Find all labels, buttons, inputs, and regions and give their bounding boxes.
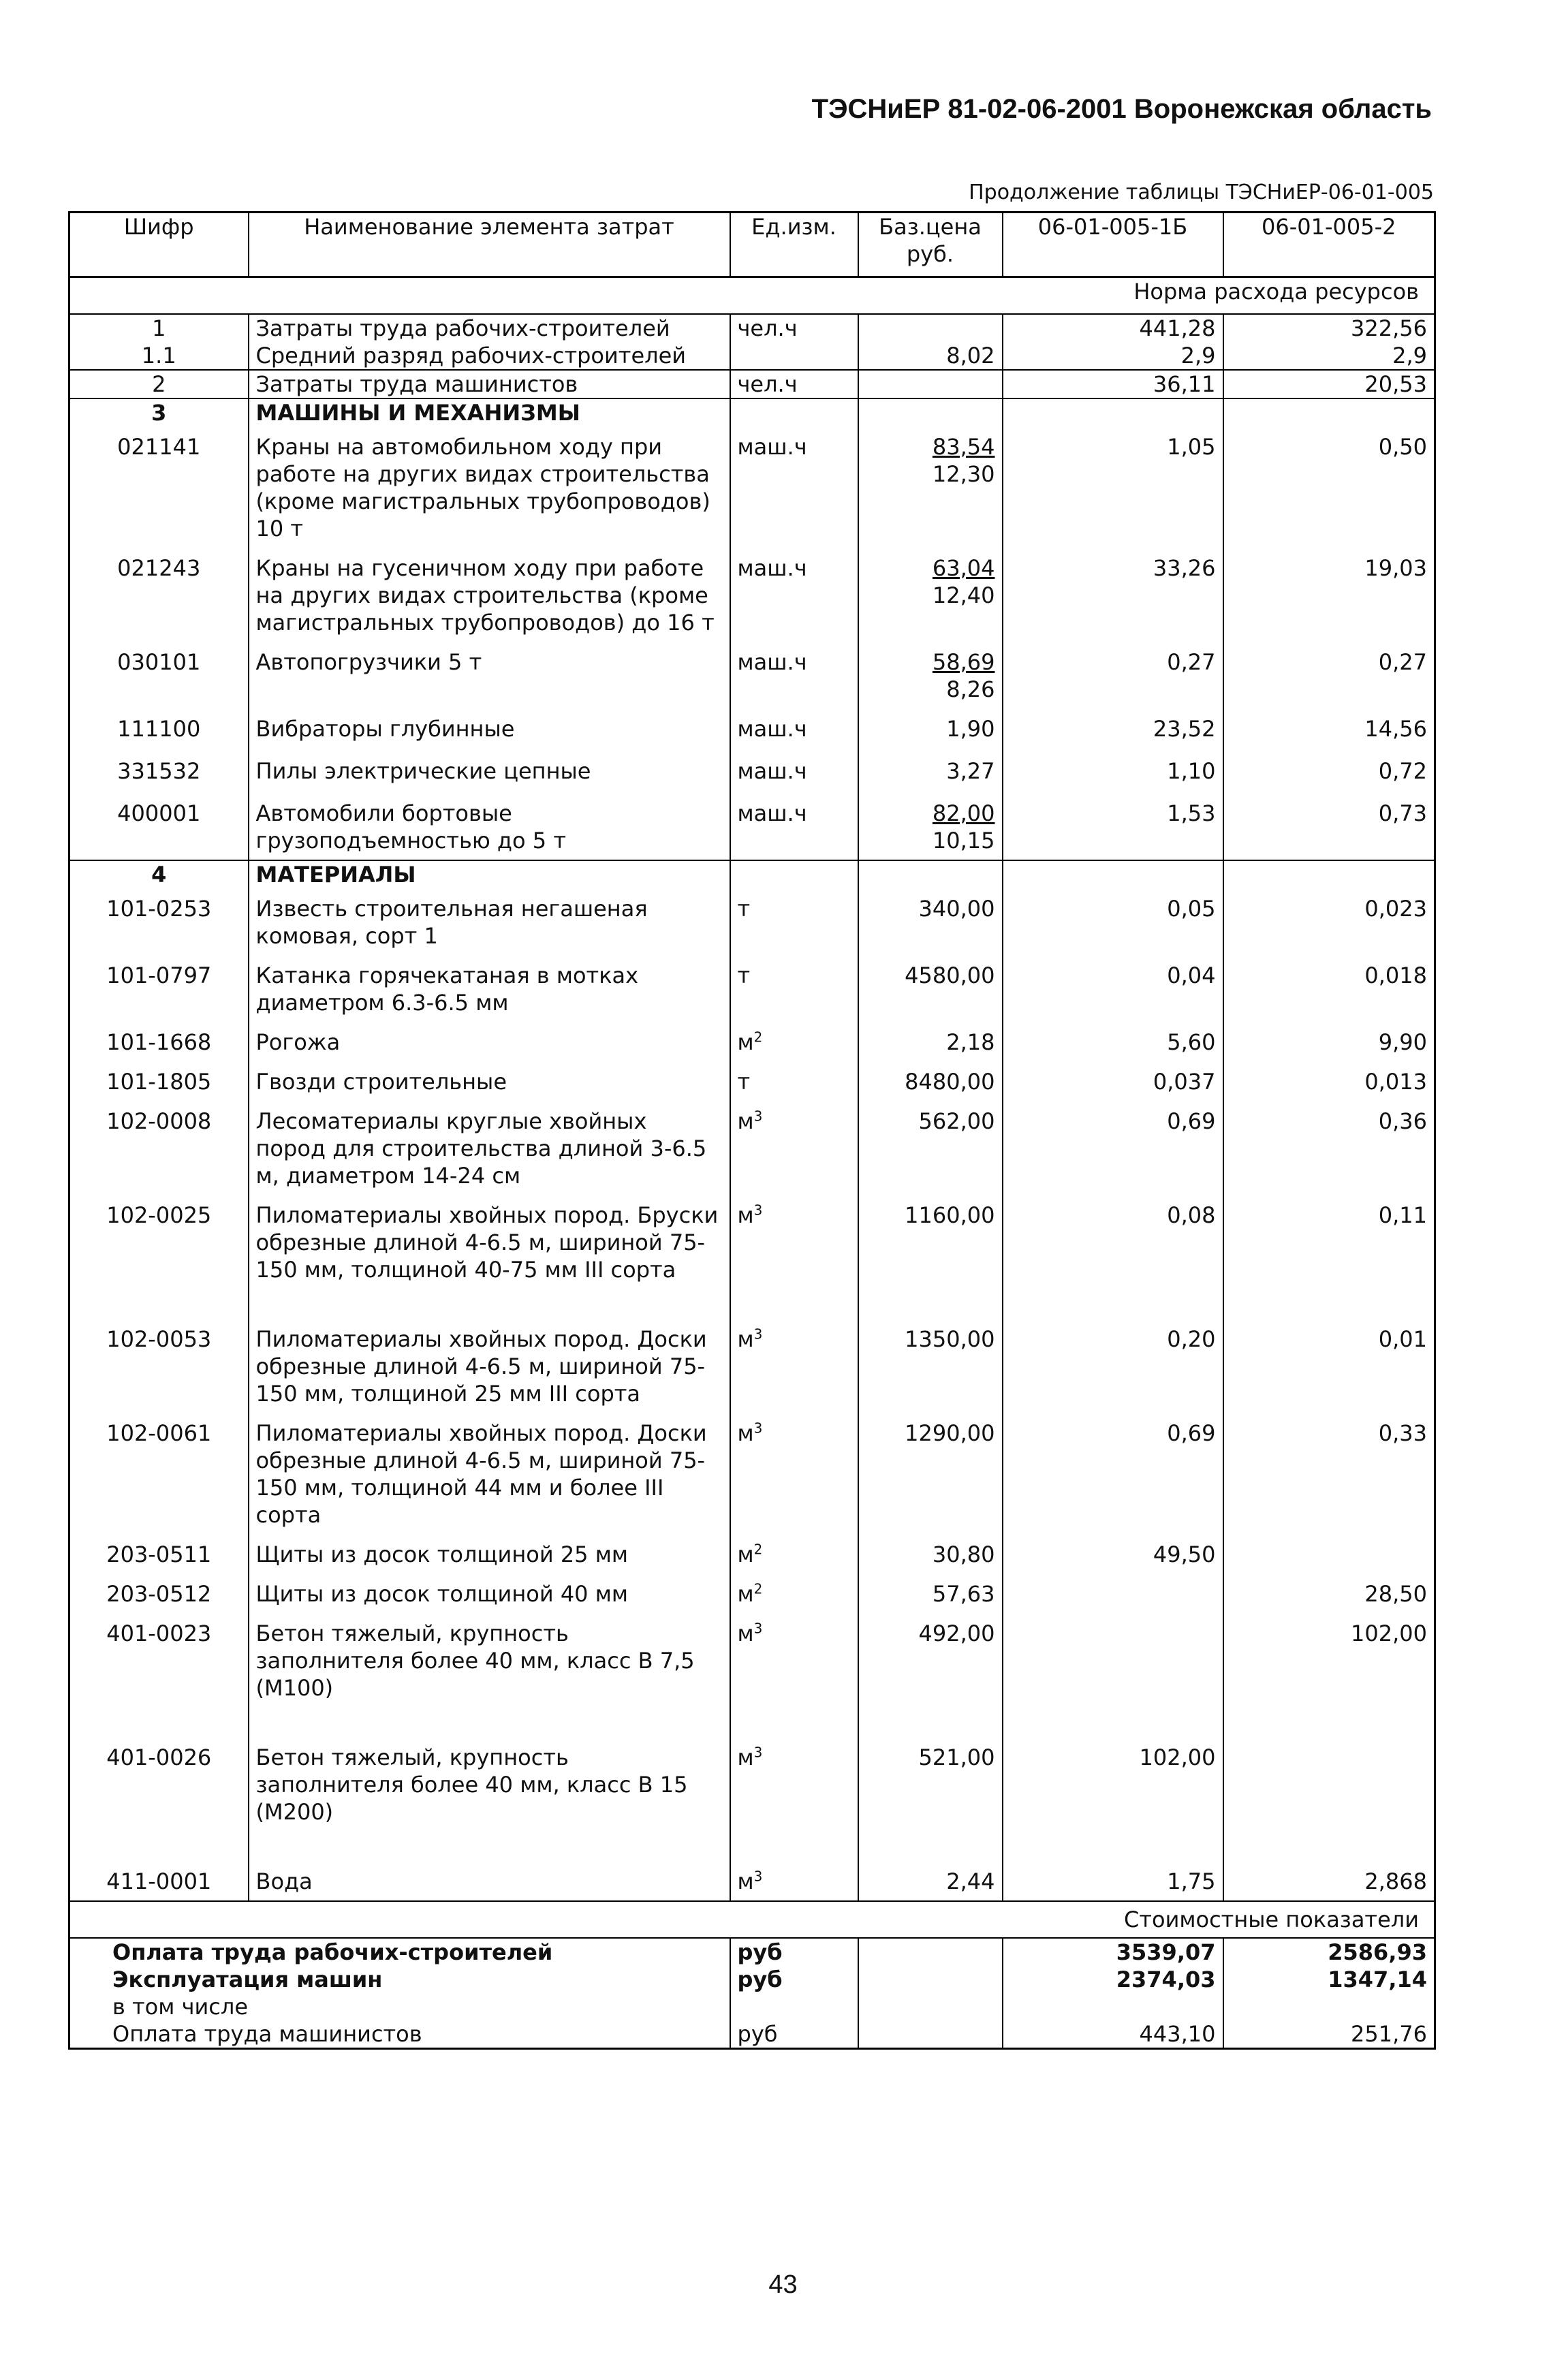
totals-name: Оплата труда рабочих-строителей	[69, 1938, 730, 1966]
resource-name: Щиты из досок толщиной 40 мм	[249, 1573, 730, 1613]
totals-row	[69, 1993, 1435, 2020]
unit-exponent: 3	[753, 1868, 763, 1885]
norm-value-2: 9,90	[1223, 1022, 1435, 1061]
column-header: Ед.изм.	[730, 213, 858, 277]
empty-cell	[858, 1993, 1003, 2020]
resource-name: Пиломатериалы хвойных пород. Доски обрезные длиной 4-6.5 м, шириной 75-150 мм, толщиной 44 мм и более III сорта	[249, 1413, 730, 1534]
resource-code: 102-0008	[69, 1101, 249, 1195]
unit	[730, 793, 858, 860]
material-row	[69, 1022, 1435, 1061]
norm-value-1b: 102,00	[1003, 1737, 1223, 1861]
machine-row	[69, 548, 1435, 642]
resource-name: Вибраторы глубинные	[249, 708, 730, 751]
norm-value-1b: 441,28	[1003, 314, 1223, 342]
unit	[730, 426, 858, 548]
unit	[730, 1413, 858, 1534]
totals-row	[69, 1966, 1435, 1993]
empty-cell	[1003, 860, 1223, 888]
material-row	[69, 1613, 1435, 1737]
unit	[730, 342, 858, 370]
resource-code: 203-0511	[69, 1534, 249, 1573]
unit-text: м	[737, 1108, 754, 1134]
cost-label-row	[69, 1901, 1435, 1938]
empty-cell	[858, 1966, 1003, 1993]
totals-name: Оплата труда машинистов	[69, 2020, 730, 2049]
base-price	[858, 426, 1003, 548]
base-price: 1160,00	[858, 1195, 1003, 1319]
machine-row	[69, 708, 1435, 751]
base-price: 340,00	[858, 888, 1003, 955]
resource-name: Катанка горячекатаная в мотках диаметром 6.3-6.5 мм	[249, 955, 730, 1022]
unit-text: м	[737, 1420, 754, 1446]
base-price: 8480,00	[858, 1061, 1003, 1101]
totals-unit	[730, 1993, 858, 2020]
unit	[730, 1061, 858, 1101]
material-row	[69, 1861, 1435, 1901]
norm-value-1b: 0,05	[1003, 888, 1223, 955]
unit-text: маш.ч	[737, 758, 807, 784]
resource-name: Бетон тяжелый, крупность заполнителя более 40 мм, класс В 7,5 (М100)	[249, 1613, 730, 1737]
norm-value-1b	[1003, 1573, 1223, 1613]
unit	[730, 1737, 858, 1861]
unit	[730, 751, 858, 793]
empty-cell	[858, 860, 1003, 888]
norm-value-1b: 0,20	[1003, 1319, 1223, 1413]
resource-name: Краны на гусеничном ходу при работе на других видах строительства (кроме магистральных трубопроводов) до 16 т	[249, 548, 730, 642]
base-price	[858, 793, 1003, 860]
totals-value-1b: 2374,03	[1003, 1966, 1223, 1993]
unit-text: м	[737, 1744, 754, 1770]
resource-code: 411-0001	[69, 1861, 249, 1901]
resource-name: Средний разряд рабочих-строителей	[249, 342, 730, 370]
unit	[730, 888, 858, 955]
unit-exponent: 2	[753, 1580, 763, 1597]
resource-code: 102-0025	[69, 1195, 249, 1319]
unit	[730, 1861, 858, 1901]
norm-value-1b: 49,50	[1003, 1534, 1223, 1573]
unit-text: м	[737, 1029, 754, 1055]
price-total: 83,54	[932, 434, 995, 460]
price-total: 1,90	[946, 716, 995, 742]
column-header: Баз.цена руб.	[858, 213, 1003, 277]
resource-code: 102-0061	[69, 1413, 249, 1534]
price-wage: 10,15	[932, 828, 995, 854]
price-total: 63,04	[932, 555, 995, 581]
unit-text: чел.ч	[737, 315, 798, 341]
resource-code: 400001	[69, 793, 249, 860]
unit	[730, 955, 858, 1022]
machine-row	[69, 793, 1435, 860]
base-price	[858, 642, 1003, 708]
empty-cell	[858, 2020, 1003, 2049]
resource-name: Бетон тяжелый, крупность заполнителя более 40 мм, класс В 15 (М200)	[249, 1737, 730, 1861]
resource-name: Пилы электрические цепные	[249, 751, 730, 793]
price-wage: 8,26	[946, 676, 995, 702]
unit	[730, 548, 858, 642]
resource-name: Пиломатериалы хвойных пород. Бруски обрезные длиной 4-6.5 м, шириной 75-150 мм, толщиной 40-75 мм III сорта	[249, 1195, 730, 1319]
document-header: ТЭСНиЕР 81-02-06-2001 Воронежская область	[811, 94, 1432, 124]
totals-unit: руб	[730, 2020, 858, 2049]
unit-text: маш.ч	[737, 555, 807, 581]
empty-cell	[730, 398, 858, 426]
unit-exponent: 3	[753, 1620, 763, 1637]
norm-value-1b: 2,9	[1003, 342, 1223, 370]
unit-text: маш.ч	[737, 716, 807, 742]
page-number: 43	[768, 2270, 798, 2299]
unit-text: м	[737, 1581, 754, 1607]
norm-value-1b: 5,60	[1003, 1022, 1223, 1061]
resource-code: 101-0253	[69, 888, 249, 955]
column-header: 06-01-005-1Б	[1003, 213, 1223, 277]
norm-value-2: 19,03	[1223, 548, 1435, 642]
resource-code: 401-0023	[69, 1613, 249, 1737]
resource-code: 203-0512	[69, 1573, 249, 1613]
table-body	[69, 213, 1435, 2049]
material-row	[69, 1101, 1435, 1195]
unit	[730, 1613, 858, 1737]
unit-text: чел.ч	[737, 371, 798, 397]
norm-value-1b: 0,27	[1003, 642, 1223, 708]
machine-row	[69, 751, 1435, 793]
totals-row	[69, 1938, 1435, 1966]
material-row	[69, 1534, 1435, 1573]
material-row	[69, 1061, 1435, 1101]
price-pair	[933, 800, 995, 854]
base-price: 1350,00	[858, 1319, 1003, 1413]
totals-name: Эксплуатация машин	[69, 1966, 730, 1993]
totals-value-1b: 443,10	[1003, 2020, 1223, 2049]
labor-row	[69, 342, 1435, 370]
unit-text: м	[737, 1326, 754, 1352]
material-row	[69, 1413, 1435, 1534]
labor-row	[69, 314, 1435, 342]
unit-exponent: 3	[753, 1420, 763, 1437]
price-wage: 12,30	[932, 461, 995, 487]
resource-code: 111100	[69, 708, 249, 751]
unit-text: маш.ч	[737, 800, 807, 826]
material-row	[69, 1319, 1435, 1413]
group-number: 4	[69, 860, 249, 888]
unit-text: м	[737, 1868, 754, 1894]
base-price: 492,00	[858, 1613, 1003, 1737]
resource-name: Вода	[249, 1861, 730, 1901]
empty-cell	[1223, 398, 1435, 426]
unit	[730, 1573, 858, 1613]
price-pair	[946, 757, 995, 785]
totals-value-1b: 3539,07	[1003, 1938, 1223, 1966]
norm-value-1b: 0,69	[1003, 1413, 1223, 1534]
base-price: 30,80	[858, 1534, 1003, 1573]
unit	[730, 708, 858, 751]
norm-value-2: 0,11	[1223, 1195, 1435, 1319]
norm-value-1b: 0,04	[1003, 955, 1223, 1022]
norm-value-2: 28,50	[1223, 1573, 1435, 1613]
cost-label: Стоимостные показатели	[69, 1901, 1435, 1938]
column-header: 06-01-005-2	[1223, 213, 1435, 277]
resource-code: 401-0026	[69, 1737, 249, 1861]
norm-value-2: 14,56	[1223, 708, 1435, 751]
norm-value-1b: 0,69	[1003, 1101, 1223, 1195]
price-pair	[933, 648, 995, 703]
resource-name: Лесоматериалы круглые хвойных пород для строительства длиной 3-6.5 м, диаметром 14-24 см	[249, 1101, 730, 1195]
totals-unit: руб	[730, 1938, 858, 1966]
norm-value-2: 0,023	[1223, 888, 1435, 955]
empty-cell	[858, 1938, 1003, 1966]
resource-name: Щиты из досок толщиной 25 мм	[249, 1534, 730, 1573]
base-price	[858, 548, 1003, 642]
unit-text: т	[737, 896, 751, 922]
norm-value-1b: 1,10	[1003, 751, 1223, 793]
unit	[730, 1319, 858, 1413]
resource-name: Автопогрузчики 5 т	[249, 642, 730, 708]
totals-name: в том числе	[69, 1993, 730, 2020]
machinists-row	[69, 370, 1435, 398]
header-row	[69, 213, 1435, 277]
material-row	[69, 888, 1435, 955]
resource-name: Гвозди строительные	[249, 1061, 730, 1101]
norm-value-1b: 1,53	[1003, 793, 1223, 860]
unit-text: маш.ч	[737, 434, 807, 460]
totals-value-2: 251,76	[1223, 2020, 1435, 2049]
unit-exponent: 2	[753, 1541, 763, 1558]
resource-name: Пиломатериалы хвойных пород. Доски обрезные длиной 4-6.5 м, шириной 75-150 мм, толщиной 25 мм III сорта	[249, 1319, 730, 1413]
norm-value-1b: 36,11	[1003, 370, 1223, 398]
norm-value-2: 0,50	[1223, 426, 1435, 548]
resource-code: 021243	[69, 548, 249, 642]
norm-value-2: 0,013	[1223, 1061, 1435, 1101]
resource-code: 101-0797	[69, 955, 249, 1022]
totals-value-2: 1347,14	[1223, 1966, 1435, 1993]
base-price: 2,18	[858, 1022, 1003, 1061]
norm-value-2: 2,868	[1223, 1861, 1435, 1901]
base-price	[858, 370, 1003, 398]
base-price: 1290,00	[858, 1413, 1003, 1534]
resource-code: 030101	[69, 642, 249, 708]
unit	[730, 1195, 858, 1319]
resource-code: 1.1	[69, 342, 249, 370]
totals-row	[69, 2020, 1435, 2049]
norm-label-row	[69, 277, 1435, 315]
machine-row	[69, 426, 1435, 548]
norm-value-1b: 0,037	[1003, 1061, 1223, 1101]
material-row	[69, 955, 1435, 1022]
norm-value-2: 0,33	[1223, 1413, 1435, 1534]
norm-value-2	[1223, 1737, 1435, 1861]
base-price: 521,00	[858, 1737, 1003, 1861]
norm-value-1b: 0,08	[1003, 1195, 1223, 1319]
resource-name: Рогожа	[249, 1022, 730, 1061]
unit	[730, 642, 858, 708]
base-price: 8,02	[858, 342, 1003, 370]
norm-value-2: 102,00	[1223, 1613, 1435, 1737]
base-price	[858, 708, 1003, 751]
norm-value-2: 2,9	[1223, 342, 1435, 370]
unit-exponent: 3	[753, 1202, 763, 1219]
norm-value-2: 0,27	[1223, 642, 1435, 708]
price-pair	[933, 554, 995, 609]
resource-code: 101-1668	[69, 1022, 249, 1061]
unit-text: маш.ч	[737, 649, 807, 675]
resource-code: 1	[69, 314, 249, 342]
norm-label: Норма расхода ресурсов	[69, 277, 1435, 315]
machines-group-header	[69, 398, 1435, 426]
empty-cell	[858, 398, 1003, 426]
price-total: 82,00	[932, 800, 995, 826]
totals-value-1b	[1003, 1993, 1223, 2020]
machine-row	[69, 642, 1435, 708]
unit-exponent: 3	[753, 1108, 763, 1125]
base-price: 4580,00	[858, 955, 1003, 1022]
material-row	[69, 1195, 1435, 1319]
totals-unit: руб	[730, 1966, 858, 1993]
unit-text: м	[737, 1620, 754, 1646]
resource-code: 102-0053	[69, 1319, 249, 1413]
norm-value-1b: 1,05	[1003, 426, 1223, 548]
norm-value-2: 20,53	[1223, 370, 1435, 398]
price-wage: 12,40	[932, 582, 995, 608]
norm-value-2: 0,72	[1223, 751, 1435, 793]
empty-cell	[730, 860, 858, 888]
material-row	[69, 1737, 1435, 1861]
group-title: МАШИНЫ И МЕХАНИЗМЫ	[249, 398, 730, 426]
price-pair	[933, 433, 995, 488]
base-price	[858, 751, 1003, 793]
norm-value-2	[1223, 1534, 1435, 1573]
unit	[730, 314, 858, 342]
resource-code: 021141	[69, 426, 249, 548]
unit-exponent: 3	[753, 1744, 763, 1761]
unit-text: т	[737, 962, 751, 988]
table-continuation-label: Продолжение таблицы ТЭСНиЕР-06-01-005	[969, 181, 1434, 204]
unit-exponent: 3	[753, 1326, 763, 1343]
unit	[730, 1101, 858, 1195]
unit-text: т	[737, 1069, 751, 1095]
price-total: 3,27	[946, 758, 995, 784]
norm-value-1b: 23,52	[1003, 708, 1223, 751]
materials-group-header	[69, 860, 1435, 888]
resource-norms-table	[68, 211, 1436, 2050]
resource-name: Затраты труда машинистов	[249, 370, 730, 398]
group-number: 3	[69, 398, 249, 426]
unit	[730, 370, 858, 398]
unit	[730, 1022, 858, 1061]
norm-value-2: 0,36	[1223, 1101, 1435, 1195]
unit-exponent: 2	[753, 1029, 763, 1046]
norm-value-2: 0,73	[1223, 793, 1435, 860]
resource-code: 2	[69, 370, 249, 398]
resource-name: Краны на автомобильном ходу при работе на других видах строительства (кроме магистральных трубопроводов) 10 т	[249, 426, 730, 548]
resource-name: Автомобили бортовые грузоподъемностью до 5 т	[249, 793, 730, 860]
unit-text: м	[737, 1541, 754, 1567]
norm-value-2: 322,56	[1223, 314, 1435, 342]
unit	[730, 1534, 858, 1573]
resource-name: Известь строительная негашеная комовая, сорт 1	[249, 888, 730, 955]
norm-value-2: 0,018	[1223, 955, 1435, 1022]
base-price: 2,44	[858, 1861, 1003, 1901]
base-price: 562,00	[858, 1101, 1003, 1195]
resource-code: 331532	[69, 751, 249, 793]
empty-cell	[1223, 860, 1435, 888]
column-header: Наименование элемента затрат	[249, 213, 730, 277]
unit-text: м	[737, 1202, 754, 1228]
norm-value-1b: 1,75	[1003, 1861, 1223, 1901]
base-price	[858, 314, 1003, 342]
column-header: Шифр	[69, 213, 249, 277]
group-title: МАТЕРИАЛЫ	[249, 860, 730, 888]
totals-value-2	[1223, 1993, 1435, 2020]
base-price: 57,63	[858, 1573, 1003, 1613]
norm-value-1b: 33,26	[1003, 548, 1223, 642]
norm-value-2: 0,01	[1223, 1319, 1435, 1413]
material-row	[69, 1573, 1435, 1613]
resource-name: Затраты труда рабочих-строителей	[249, 314, 730, 342]
norm-value-1b	[1003, 1613, 1223, 1737]
empty-cell	[1003, 398, 1223, 426]
totals-value-2: 2586,93	[1223, 1938, 1435, 1966]
resource-code: 101-1805	[69, 1061, 249, 1101]
price-total: 58,69	[932, 649, 995, 675]
price-pair	[946, 715, 995, 742]
